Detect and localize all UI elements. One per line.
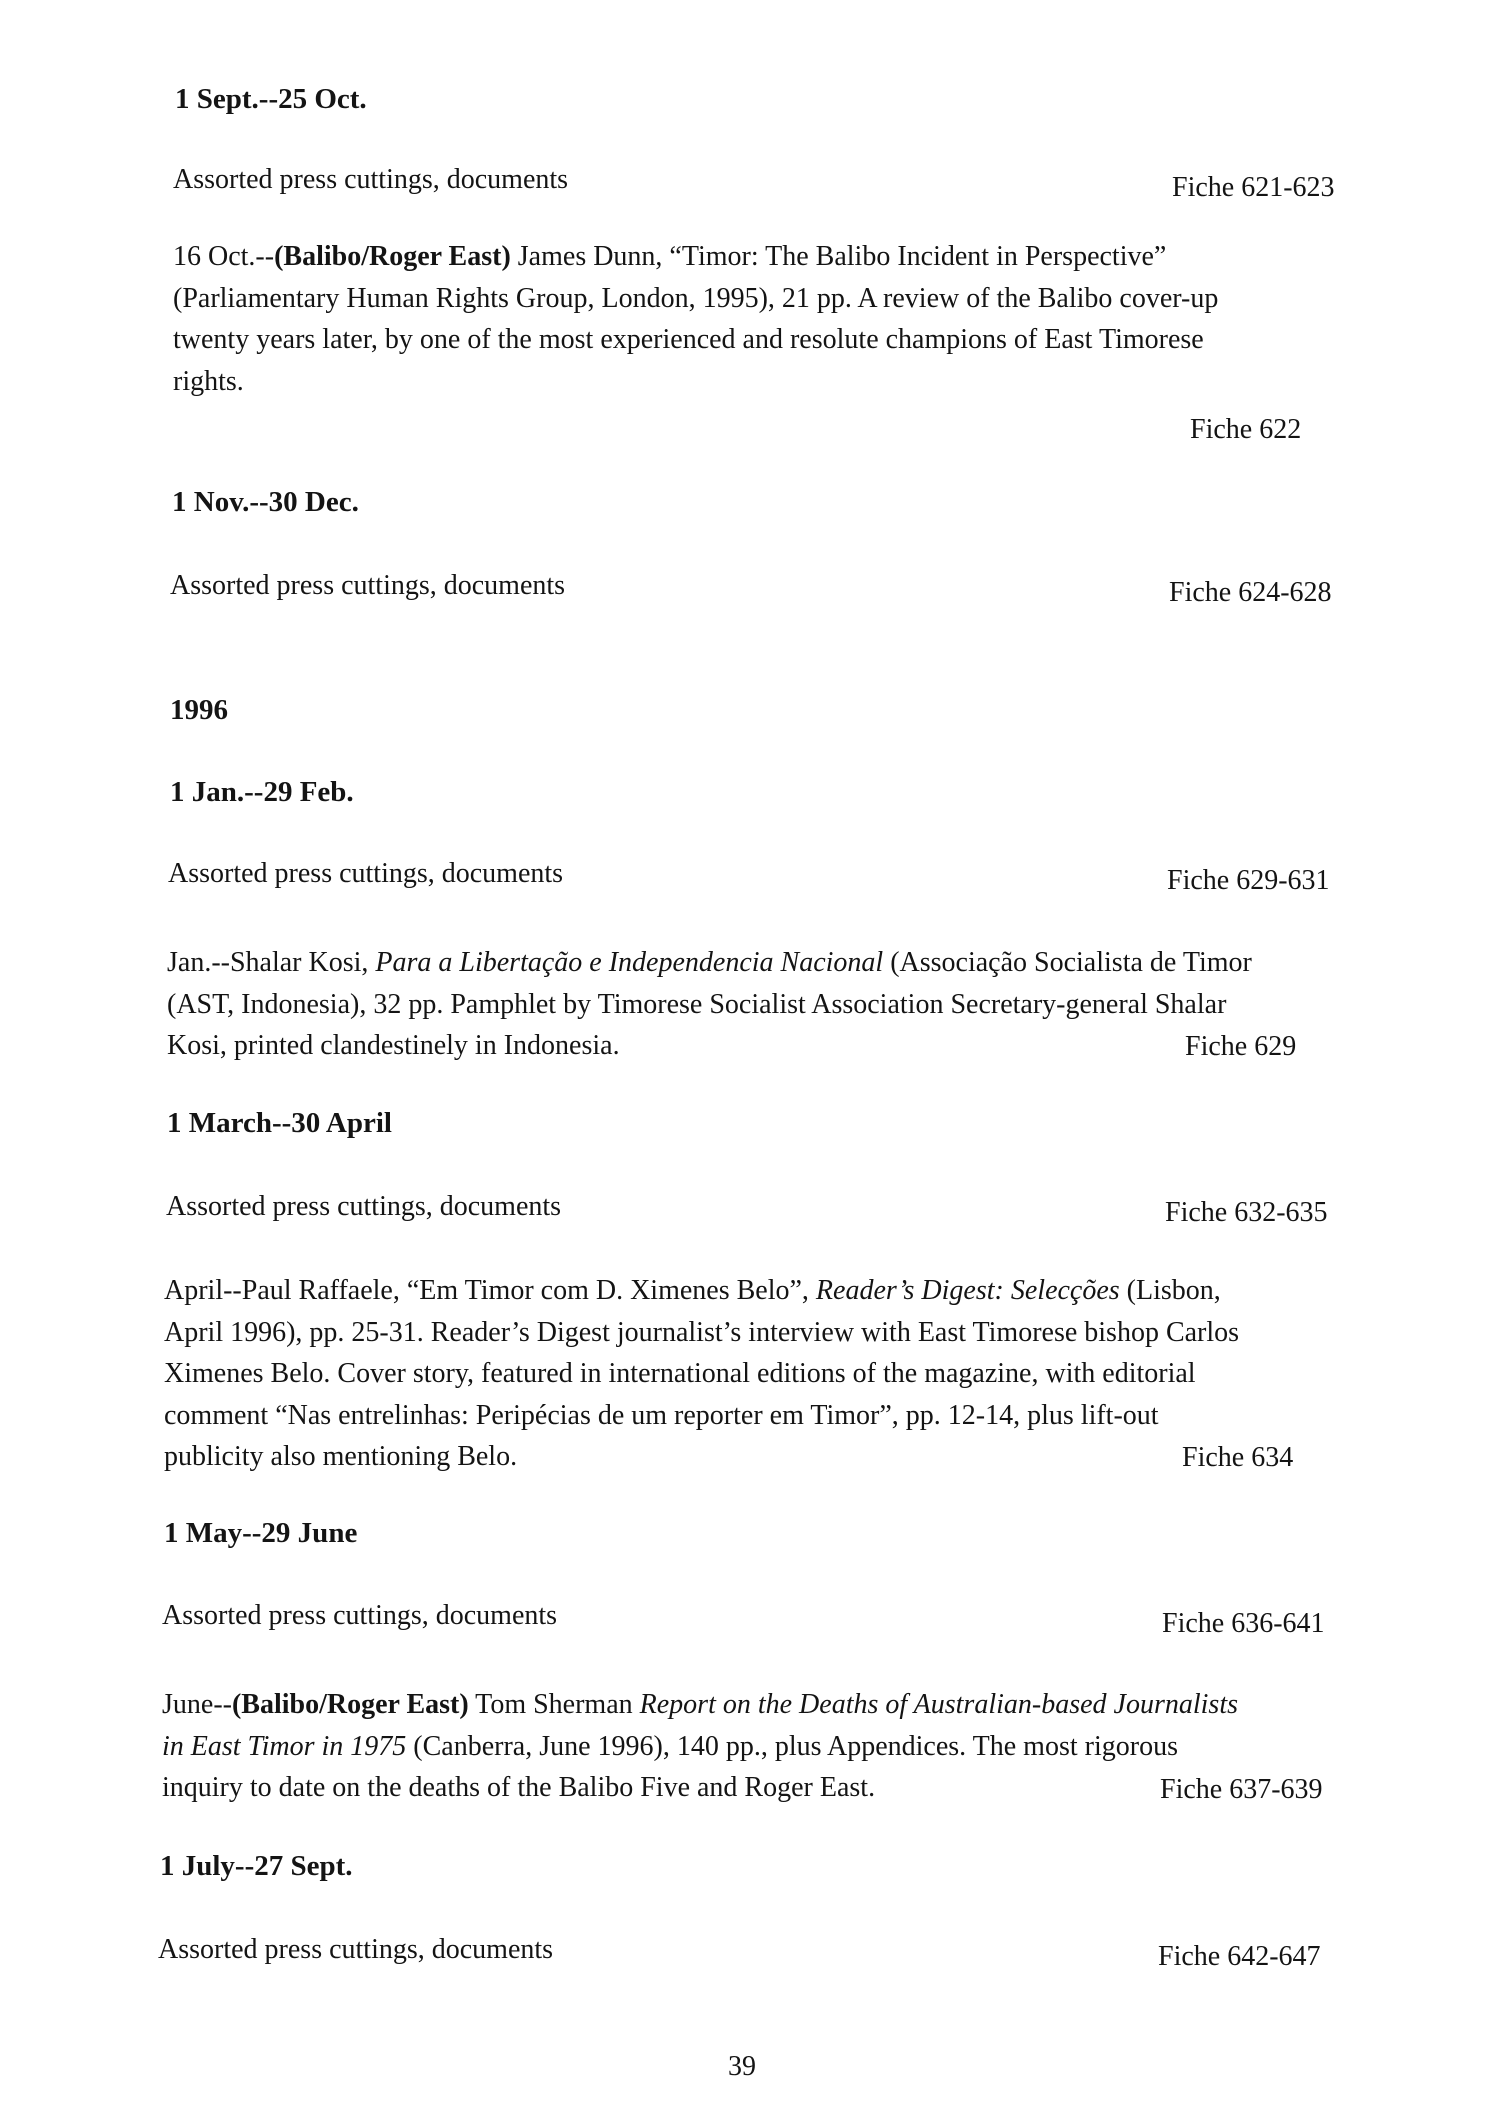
entry-line: publicity also mentioning Belo. xyxy=(164,1441,518,1472)
entry-line: inquiry to date on the deaths of the Balibo Five and Roger East. xyxy=(162,1772,876,1803)
section-heading: 1 March--30 April xyxy=(167,1107,392,1139)
entry-line xyxy=(167,942,1327,984)
bibliography-entry xyxy=(173,236,1333,402)
entry-prefix: Jan.--Shalar Kosi, xyxy=(167,947,376,978)
entry-line: (Parliamentary Human Rights Group, London, 1995), 21 pp. A review of the Balibo cover-up xyxy=(173,282,1219,314)
entry-prefix: 16 Oct.-- xyxy=(173,241,275,272)
entry-text: James Dunn, “Timor: The Balibo Incident in Perspective” xyxy=(510,241,1167,272)
entry-bold-tag: (Balibo/Roger East) xyxy=(274,241,511,272)
assorted-label: Assorted press cuttings, documents xyxy=(173,164,569,195)
fiche-reference: Fiche 624-628 xyxy=(1169,577,1332,608)
fiche-reference: Fiche 636-641 xyxy=(1162,1608,1325,1639)
entry-text: (Lisbon, xyxy=(1119,1275,1221,1306)
entry-title: Report on the Deaths of Australian-based Journalists xyxy=(639,1689,1238,1720)
entry-line: Ximenes Belo. Cover story, featured in international editions of the magazine, with editorial xyxy=(164,1358,1196,1389)
entry-bold-tag: (Balibo/Roger East) xyxy=(231,1689,469,1720)
fiche-reference: Fiche 621-623 xyxy=(1172,172,1335,203)
entry-line: (AST, Indonesia), 32 pp. Pamphlet by Timorese Socialist Association Secretary-general Shalar xyxy=(167,988,1227,1020)
fiche-reference: Fiche 642-647 xyxy=(1158,1941,1321,1972)
section-heading: 1 May--29 June xyxy=(164,1517,358,1549)
fiche-reference: Fiche 629-631 xyxy=(1167,865,1330,896)
assorted-label: Assorted press cuttings, documents xyxy=(162,1600,558,1631)
entry-prefix: April--Paul Raffaele, “Em Timor com D. Ximenes Belo”, xyxy=(164,1275,816,1306)
entry-line: twenty years later, by one of the most experienced and resolute champions of East Timorese xyxy=(173,324,1204,355)
page-number: 39 xyxy=(728,2051,756,2082)
bibliography-entry xyxy=(164,1270,1324,1478)
entry-line: April 1996), pp. 25-31. Reader’s Digest journalist’s interview with East Timorese bishop Carlos xyxy=(164,1316,1240,1348)
entry-line: comment “Nas entrelinhas: Peripécias de um reporter em Timor”, pp. 12-14, plus lift-out xyxy=(164,1399,1159,1431)
entry-title: Reader’s Digest: Selecções xyxy=(815,1275,1120,1306)
section-heading: 1 Jan.--29 Feb. xyxy=(170,776,354,808)
entry-title: Para a Libertação e Independencia Nacional xyxy=(375,947,884,978)
entry-line xyxy=(162,1726,1322,1768)
assorted-label: Assorted press cuttings, documents xyxy=(168,858,564,889)
assorted-label: Assorted press cuttings, documents xyxy=(166,1191,562,1222)
entry-line xyxy=(173,236,1333,278)
entry-line xyxy=(162,1684,1322,1726)
entry-prefix: June-- xyxy=(162,1689,232,1720)
entry-text: (Associação Socialista de Timor xyxy=(883,947,1252,978)
fiche-reference: Fiche 637-639 xyxy=(1160,1774,1323,1805)
fiche-reference: Fiche 634 xyxy=(1182,1442,1294,1473)
bibliography-entry xyxy=(162,1684,1322,1809)
section-heading: 1 Sept.--25 Oct. xyxy=(175,83,367,115)
entry-line: Kosi, printed clandestinely in Indonesia. xyxy=(167,1030,620,1061)
fiche-reference: Fiche 632-635 xyxy=(1165,1197,1328,1228)
entry-line: rights. xyxy=(173,365,244,397)
assorted-label: Assorted press cuttings, documents xyxy=(170,570,566,601)
entry-text: Tom Sherman xyxy=(468,1689,640,1720)
entry-line xyxy=(164,1270,1324,1312)
bibliography-entry xyxy=(167,942,1327,1067)
fiche-reference: Fiche 629 xyxy=(1185,1031,1297,1062)
fiche-reference: Fiche 622 xyxy=(1190,414,1302,445)
assorted-label: Assorted press cuttings, documents xyxy=(158,1934,554,1965)
entry-title: in East Timor in 1975 xyxy=(162,1730,407,1762)
section-heading: 1 July--27 Sept. xyxy=(160,1850,353,1882)
entry-text: (Canberra, June 1996), 140 pp., plus Appendices. The most rigorous xyxy=(406,1730,1178,1762)
section-heading: 1 Nov.--30 Dec. xyxy=(172,486,359,518)
year-heading: 1996 xyxy=(170,694,228,726)
